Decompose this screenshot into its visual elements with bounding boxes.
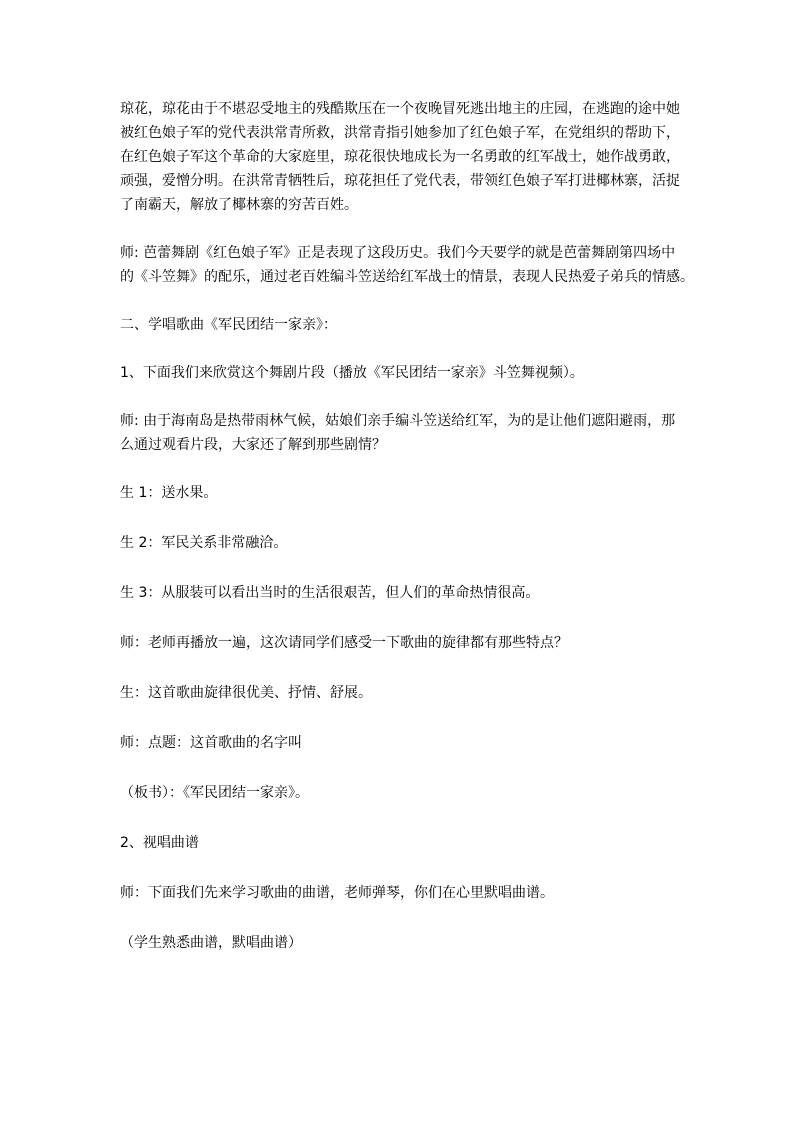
text-line: 了南霸天，解放了椰林寨的穷苦百姓。 xyxy=(120,197,358,213)
text-line: 师: 由于海南岛是热带雨林气候，姑娘们亲手编斗笠送给红军，为的是让他们遮阳避雨，那 xyxy=(120,413,676,429)
paragraph-teacher-intro xyxy=(120,241,694,289)
text-line: （板书）：《军民团结一家亲》。 xyxy=(120,785,309,801)
text-line: 生 3：从服装可以看出当时的生活很艰苦，但人们的革命热情很高。 xyxy=(120,585,540,601)
paragraph-qionghua-story xyxy=(120,97,682,217)
text-line: 生 1：送水果。 xyxy=(120,485,218,501)
text-line: 生：这首歌曲旋律很优美、抒情、舒展。 xyxy=(120,685,372,701)
paragraph-student-practice xyxy=(120,931,682,955)
text-line: 师：下面我们先来学习歌曲的曲谱，老师弹琴，你们在心里默唱曲谱。 xyxy=(120,885,554,901)
paragraph-teacher-title xyxy=(120,731,682,755)
text-line: 在红色娘子军这个革命的大家庭里，琼花很快地成长为一名勇敢的红军战士，她作战勇敢， xyxy=(120,149,680,165)
text-line: 师：点题：这首歌曲的名字叫 xyxy=(120,735,302,751)
section-heading-sight-singing xyxy=(120,831,682,855)
text-line: 琼花，琼花由于不堪忍受地主的残酷欺压在一个夜晚冒死逃出地主的庄园，在逃跑的途中她 xyxy=(120,101,680,117)
section-heading-learn-song xyxy=(120,313,682,337)
paragraph-student-3 xyxy=(120,581,682,605)
text-line: 二、学唱歌曲《军民团结一家亲》： xyxy=(120,317,337,333)
text-line: 师：老师再播放一遍，这次请同学们感受一下歌曲的旋律都有那些特点？ xyxy=(120,635,568,651)
paragraph-student-2 xyxy=(120,531,682,555)
text-line: 2、视唱曲谱 xyxy=(120,835,199,851)
text-line: 的《斗笠舞》的配乐，通过老百姓编斗笠送给红军战士的情景，表现人民热爱子弟兵的情感。 xyxy=(120,269,694,285)
text-line: （学生熟悉曲谱，默唱曲谱） xyxy=(120,935,302,951)
text-line: 顽强，爱憎分明。在洪常青牺牲后，琼花担任了党代表，带领红色娘子军打进椰林寨，活捉 xyxy=(120,173,680,189)
paragraph-teacher-replay xyxy=(120,631,682,655)
paragraph-teacher-question xyxy=(120,409,682,457)
paragraph-step-1 xyxy=(120,361,682,385)
text-line: 1、下面我们来欣赏这个舞剧片段（播放《军民团结一家亲》斗笠舞视频）。 xyxy=(120,365,584,381)
text-line: 么通过观看片段，大家还了解到那些剧情？ xyxy=(120,437,386,453)
text-line: 师: 芭蕾舞剧《红色娘子军》正是表现了这段历史。我们今天要学的就是芭蕾舞剧第四场中 xyxy=(120,245,676,261)
paragraph-blackboard xyxy=(120,781,682,805)
paragraph-student-1 xyxy=(120,481,682,505)
paragraph-teacher-score xyxy=(120,881,682,905)
paragraph-student-answer xyxy=(120,681,682,705)
text-line: 生 2：军民关系非常融洽。 xyxy=(120,535,288,551)
text-line: 被红色娘子军的党代表洪常青所救，洪常青指引她参加了红色娘子军，在党组织的帮助下， xyxy=(120,125,680,141)
document-body xyxy=(120,97,694,955)
